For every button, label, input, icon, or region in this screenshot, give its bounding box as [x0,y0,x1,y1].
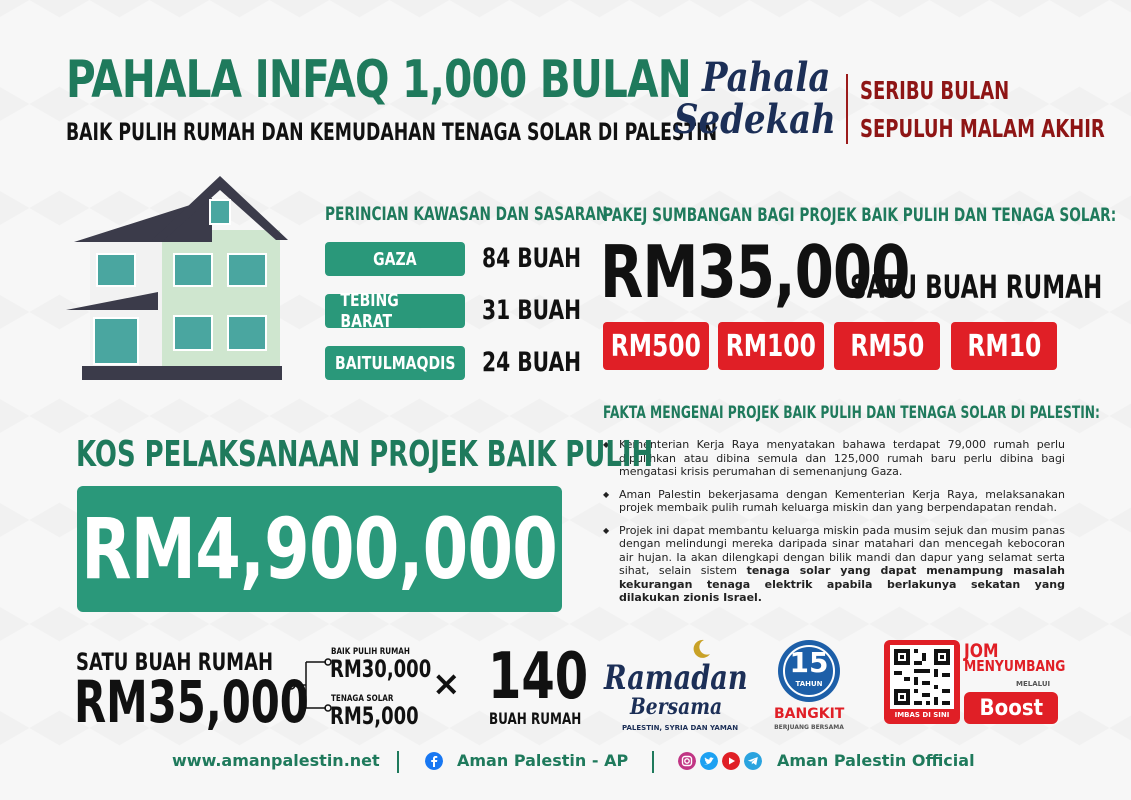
house-quantity: 140 [488,640,589,714]
donate-option-rm10[interactable] [951,322,1057,370]
repair-amount: RM30,000 [330,655,432,683]
region-count-baitulmaqdis: 24 BUAH [482,347,582,378]
crescent-icon [690,638,712,660]
campaign-word-pahala: Pahala [702,54,831,101]
footer-divider [652,751,654,773]
region-badge-gaza [325,242,465,276]
donate-option-label: RM10 [967,328,1041,364]
donate-option-label: RM500 [610,328,702,364]
house-illustration [62,170,292,385]
region-badge-tebing-barat [325,290,465,332]
boost-logo[interactable] [964,692,1058,724]
menyumbang-text: MENYUMBANG [964,657,1066,675]
package-heading: PAKEJ SUMBANGAN BAGI PROJEK BAIK PULIH DAN TENAGA SOLAR: [603,204,1117,226]
footer [0,745,1131,779]
twitter-icon[interactable] [700,752,718,770]
repair-label: BAIK PULIH RUMAH [331,647,410,657]
melalui-text: MELALUI [1016,680,1051,688]
ramadan-subtitle: PALESTIN, SYRIA DAN YAMAN [622,724,739,732]
region-label: TEBING BARAT [340,290,399,332]
region-label: BAITULMAQDIS [334,352,456,374]
anniversary-unit: TAHUN [795,680,823,688]
facebook-icon[interactable] [425,752,443,770]
donate-option-rm500[interactable] [603,322,709,370]
house-quantity-label: BUAH RUMAH [489,709,582,728]
donate-option-rm50[interactable] [834,322,940,370]
donate-option-label: RM100 [725,328,817,364]
anniversary-logo [774,638,844,738]
telegram-icon[interactable] [744,752,762,770]
solar-amount: RM5,000 [330,702,419,730]
donate-option-label: RM50 [850,328,924,364]
campaign-divider [846,74,848,144]
fact-item [603,488,1065,515]
anniversary-name: BANGKIT [774,706,845,722]
package-unit: SATU BUAH RUMAH [850,268,1103,306]
anniversary-number: 15 [789,646,829,679]
donate-option-rm100[interactable] [718,322,824,370]
campaign-word-sedekah: Sedekah [674,96,836,143]
website-link[interactable]: www.amanpalestin.net [172,751,380,770]
fact-item: ◆ Kementerian Kerja Raya menyatakan bahawa terdapat 79,000 rumah perlu dipulihkan atau dibina semula dan 125,000 rumah baru perlu dibina bagi mengatasi krisis perumahan di semenanjung Gaza. [603,438,1065,479]
solar-label: TENAGA SOLAR [331,694,394,704]
facts-heading: FAKTA MENGENAI PROJEK BAIK PULIH DAN TENAGA SOLAR DI PALESTIN: [603,403,1100,423]
package-amount: RM35,000 [600,230,910,314]
boost-label: Boost [979,695,1043,721]
region-label: GAZA [373,248,417,270]
qr-code-icon [890,645,954,709]
cost-total: RM4,900,000 [81,500,558,598]
youtube-icon[interactable] [722,752,740,770]
breakdown-bracket [286,654,332,716]
bersama-word: Bersama [630,694,723,720]
breakdown-amount: RM35,000 [74,668,309,736]
multiply-sign: × [432,664,461,704]
anniversary-tagline: BERJUANG BERSAMA [774,724,844,731]
region-count-gaza: 84 BUAH [482,243,582,274]
region-badge-baitulmaqdis [325,346,465,380]
qr-label: IMBAS DI SINI [894,711,950,719]
cost-heading: KOS PELAKSANAAN PROJEK BAIK PULIH [76,434,654,475]
social-handle[interactable]: Aman Palestin Official [777,751,975,770]
page-title: PAHALA INFAQ 1,000 BULAN [66,50,691,110]
campaign-logo [670,52,1105,152]
facts-list [603,438,1065,614]
fact-text-bold: tenaga solar yang dapat menampung masalah kekurangan tenaga elektrik apabila berlakunya sekatan yang dilakukan zionis Israel. [619,564,1066,604]
qr-code-block[interactable] [884,640,960,724]
fact-text: Projek ini dapat membantu keluarga miskin pada musim sejuk dan musim panas dengan melindungi mereka daripada sinar matahari dan mencegah kebocoran air hujan. Ia akan dilengkapi dengan bilik mandi dan dapur yang selamat serta sihat, selain sistem [619,523,1065,577]
facebook-link[interactable]: Aman Palestin - AP [457,751,629,770]
cost-total-box [77,486,562,612]
campaign-line-sepuluh: SEPULUH MALAM AKHIR [860,114,1105,143]
fact-item [603,524,1065,605]
campaign-line-seribu: SERIBU BULAN [860,76,1010,105]
breakdown-label: SATU BUAH RUMAH [76,648,274,676]
fact-text: Aman Palestin bekerjasama dengan Kementerian Kerja Raya, melaksanakan projek membaik pulih rumah keluarga miskin dan yang berpendapatan rendah. [619,487,1065,514]
regions-heading: PERINCIAN KAWASAN DAN SASARAN [325,203,608,225]
footer-divider [397,751,399,773]
ramadan-word: Ramadan [604,658,748,698]
jom-text: JOM [964,640,999,662]
instagram-icon[interactable] [678,752,696,770]
ramadan-bersama-logo [600,638,748,738]
page-subtitle: BAIK PULIH RUMAH DAN KEMUDAHAN TENAGA SOLAR DI PALESTIN [66,118,718,146]
region-count-tebing-barat: 31 BUAH [482,295,582,326]
